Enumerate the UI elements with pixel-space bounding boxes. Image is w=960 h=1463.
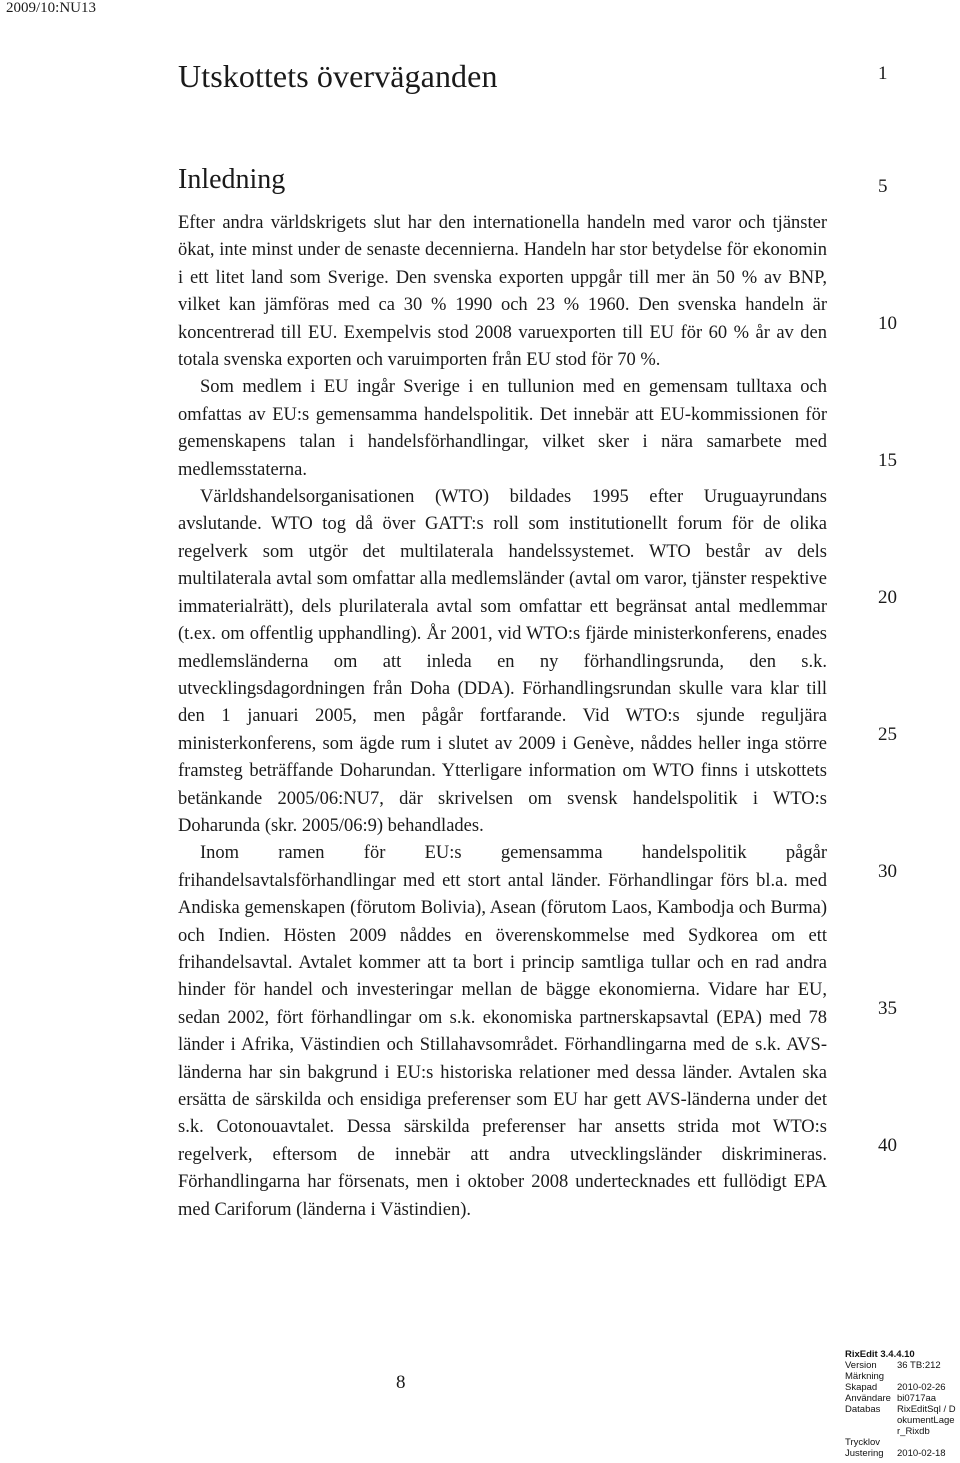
page-heading: Utskottets överväganden (178, 58, 498, 94)
metadata-title: RixEdit 3.4.4.10 (845, 1349, 915, 1360)
paragraph: Inom ramen för EU:s gemensamma handelspolitik pågår frihandelsavtalsförhandlingar med ett stort antal länder. Förhandlingar förs bl.a. med Andiska gemenskapen (förutom Bolivia), Asean (förutom Laos, Kambodja och Burma) och Indien. Hösten 2009 nåddes en överenskommelse med Sydkorea om ett frihandelsavtal. Avtalet kommer att ta bort i princip samtliga tullar och en rad andra hinder för handel och investeringar mellan de bägge ekonomierna. Vidare har EU, sedan 2002, fört förhandlingar om s.k. ekonomiska partnerskapsavtal (EPA) med 78 länder i Afrika, Västindien och Stillahavsområdet. Förhandlingarna med de s.k. AVS-länderna har sin bakgrund i EU:s historiska relationer med dessa länder. Avtalen ska ersätta de särskilda och ensidiga preferenser som EU har gett AVS-länderna under det s.k. Cotonouavtalet. Dessa särskilda preferenser har ansetts strida mot WTO:s regelverk, eftersom de innebär att andra utvecklingsländer diskrimineras. Förhandlingarna har försenats, men i oktober 2008 undertecknades ett fullödigt EPA med Cariforum (länderna i Västindien). (178, 843, 827, 1220)
metadata-key: Skapad (845, 1382, 878, 1393)
metadata-row (845, 1382, 957, 1393)
line-number: 35 (878, 998, 897, 1019)
line-number: 15 (878, 450, 897, 471)
metadata-key: Justering (845, 1448, 884, 1459)
line-number: 1 (878, 63, 888, 84)
metadata-block (845, 1349, 957, 1459)
metadata-key: Användare (845, 1393, 891, 1404)
paragraph: Världshandelsorganisationen (WTO) bildades 1995 efter Uruguayrundans avslutande. WTO tog då över GATT:s roll som institutionellt forum för de olika regelverk som utgör det multilaterala handelssystemet. WTO består av dels multilaterala avtal som omfattar alla medlemsländer (avtal om varor, tjänster respektive immaterialrätt), dels plurilaterala avtal som omfattar ett begränsat antal medlemmar (t.ex. om offentlig upphandling). År 2001, vid WTO:s fjärde ministerkonferens, enades medlemsländerna om att inleda en ny förhandlingsrunda, den s.k. utvecklingsdagordningen från Doha (DDA). Förhandlingsrundan skulle vara klar till den 1 januari 2005, men pågår fortfarande. Vid WTO:s sjunde reguljära ministerkonferens, som ägde rum i slutet av 2009 i Genève, nåddes heller inga större framsteg beträffande Doharundan. Ytterligare information om WTO finns i utskottets betänkande 2005/06:NU7, där skrivelsen om svensk handelspolitik i WTO:s Doharunda (skr. 2005/06:9) behandlades. (178, 487, 827, 836)
line-number: 30 (878, 861, 897, 882)
section-heading: Inledning (178, 164, 286, 195)
body-text (178, 210, 827, 1224)
paragraph: Efter andra världskrigets slut har den internationella handeln med varor och tjänster ökat, inte minst under de senaste decennierna. Handeln har stor betydelse för ekonomin i ett litet land som Sverige. Den svenska exporten uppgår till mer än 50 % av BNP, vilket kan jämföras med ca 30 % 1990 och 23 % 1960. Den svenska handeln är koncentrerad till EU. Exempelvis stod 2008 varuexporten till EU för 60 % år av den totala svenska exporten och varuimporten från EU stod för 70 %. (178, 213, 827, 371)
metadata-row (845, 1371, 957, 1382)
line-number: 25 (878, 724, 897, 745)
metadata-value (897, 1371, 957, 1382)
line-number: 10 (878, 313, 897, 334)
metadata-value: 36 TB:212 (897, 1360, 941, 1371)
metadata-row (845, 1448, 957, 1459)
metadata-key: Märkning (845, 1371, 885, 1382)
metadata-value: bi0717aa (897, 1393, 937, 1404)
document-id: 2009/10:NU13 (6, 0, 96, 16)
metadata-row (845, 1393, 957, 1404)
line-number: 5 (878, 176, 888, 197)
metadata-row (845, 1437, 957, 1448)
metadata-row (845, 1360, 957, 1371)
metadata-key: Databas (845, 1404, 881, 1415)
metadata-value: RixEditSql / DokumentLager_Rixdb (897, 1404, 956, 1437)
metadata-value: 2010-02-26 (897, 1382, 946, 1393)
paragraph: Som medlem i EU ingår Sverige i en tullunion med en gemensam tulltaxa och omfattas av EU:s gemensamma handelspolitik. Det innebär att EU-kommissionen för gemenskapens talan i handelsförhandlingar, vilket sker i nära samarbete med medlemsstaterna. (178, 377, 827, 480)
metadata-row (845, 1404, 957, 1437)
metadata-key: Version (845, 1360, 877, 1371)
metadata-value (897, 1437, 957, 1448)
metadata-key: Trycklov (845, 1437, 881, 1448)
page-number: 8 (396, 1372, 406, 1393)
line-number: 40 (878, 1135, 897, 1156)
line-number: 20 (878, 587, 897, 608)
metadata-value: 2010-02-18 (897, 1448, 946, 1459)
